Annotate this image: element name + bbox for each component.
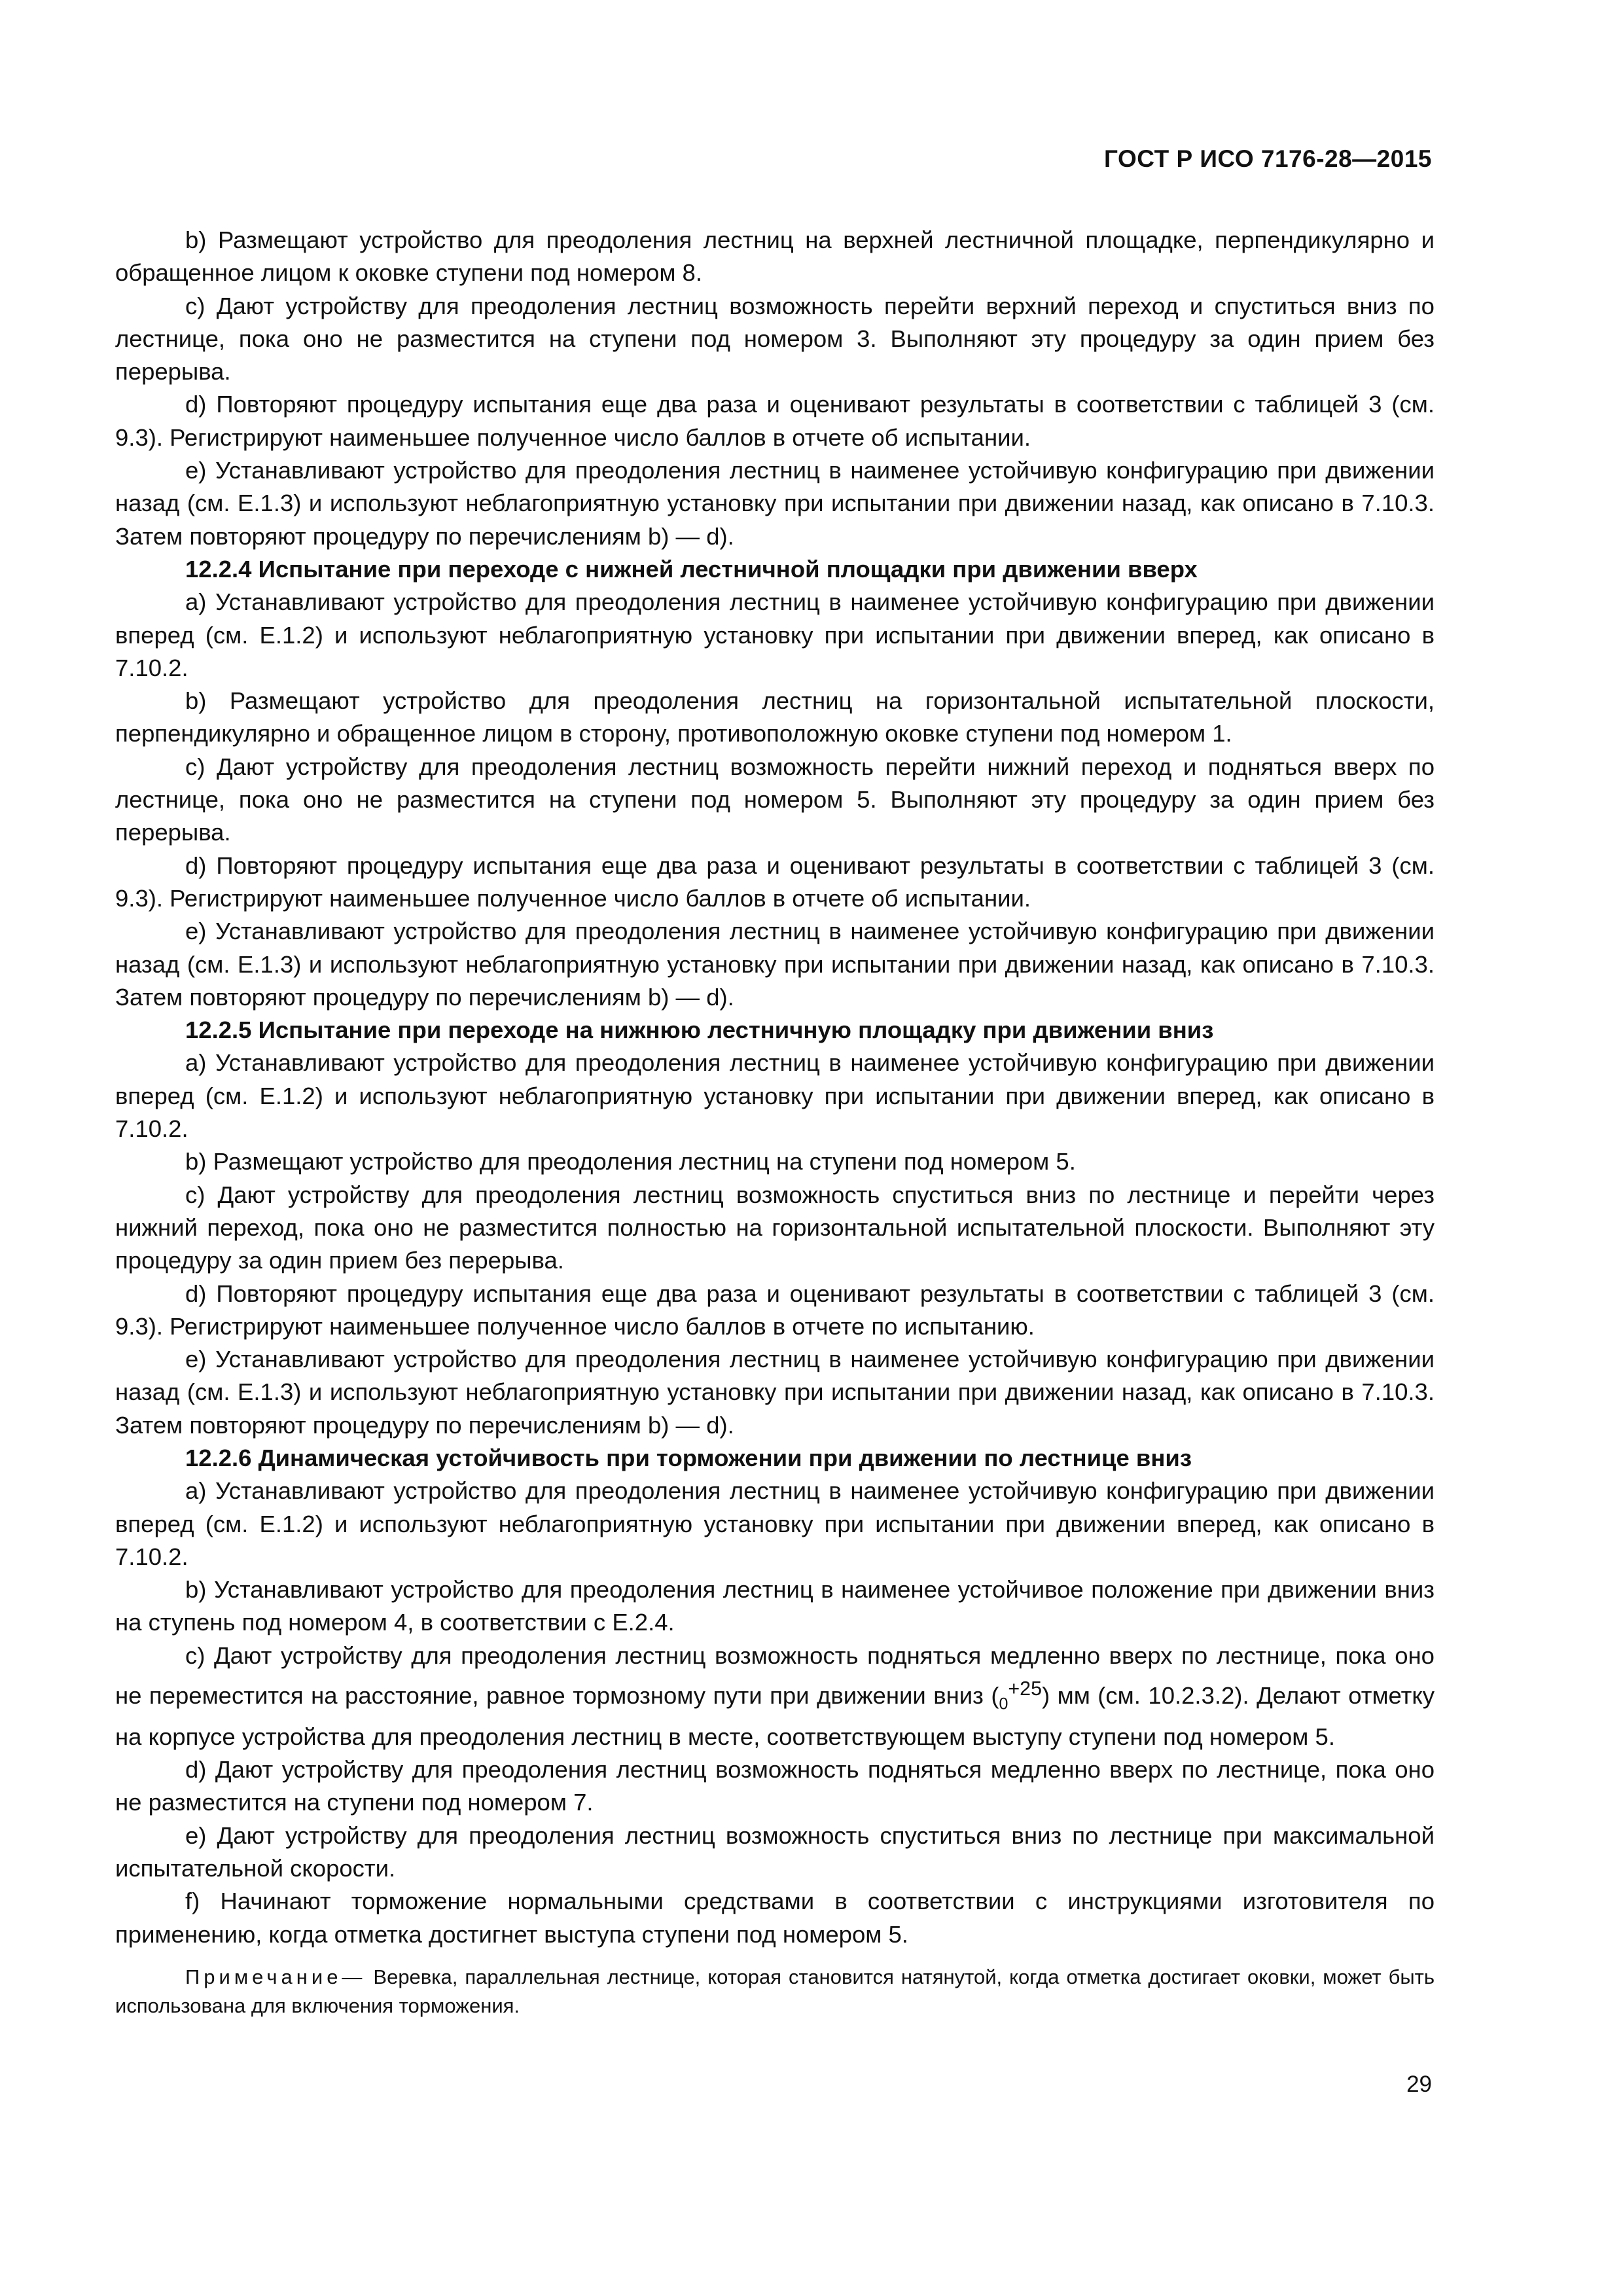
list-item-paragraph: a) Устанавливают устройство для преодоления лестниц в наименее устойчивую конфигурацию при движении вперед (см. E.1.2) и используют неблагоприятную установку при испытании при движении вперед, как описано в 7.10.2. <box>115 1477 1435 1570</box>
list-item-paragraph: b) Устанавливают устройство для преодоления лестниц в наименее устойчивое положение при движении вниз на ступень под номером 4, в соответствии с E.2.4. <box>115 1576 1435 1636</box>
list-item-paragraph: a) Устанавливают устройство для преодоления лестниц в наименее устойчивую конфигурацию при движении вперед (см. E.1.2) и используют неблагоприятную установку при испытании при движении вперед, как описано в 7.10.2. <box>115 588 1435 681</box>
list-item-paragraph: e) Дают устройству для преодоления лестниц возможность спуститься вниз по лестнице при максимальной испытательной скорости. <box>115 1821 1435 1882</box>
list-item-paragraph: e) Устанавливают устройство для преодоления лестниц в наименее устойчивую конфигурацию при движении назад (см. E.1.3) и используют неблагоприятную установку при испытании при движении назад, как описано в 7.10.3. Затем повторяют процедуру по перечислениям b) — d). <box>115 1346 1435 1439</box>
list-item-paragraph <box>115 1640 1435 1753</box>
paragraph-text: c) Дают устройству для преодоления лестниц возможность подняться медленно вверх по лестнице, пока оно не переместится на расстояние, равное тормозному пути при движении вниз ( <box>115 1641 1435 1710</box>
list-item-paragraph: d) Повторяют процедуру испытания еще два раза и оценивают результаты в соответствии с таблицей 3 (см. 9.3). Регистрируют наименьшее полученное число баллов в отчете об испытании. <box>115 391 1435 451</box>
list-item-paragraph: e) Устанавливают устройство для преодоления лестниц в наименее устойчивую конфигурацию при движении назад (см. E.1.3) и используют неблагоприятную установку при испытании при движении назад, как описано в 7.10.3. Затем повторяют процедуру по перечислениям b) — d). <box>115 918 1435 1011</box>
list-item-paragraph: d) Дают устройству для преодоления лестниц возможность подняться медленно вверх по лестнице, пока оно не разместится на ступени под номером 7. <box>115 1756 1435 1816</box>
list-item-paragraph: d) Повторяют процедуру испытания еще два раза и оценивают результаты в соответствии с таблицей 3 (см. 9.3). Регистрируют наименьшее полученное число баллов в отчете по испытанию. <box>115 1280 1435 1340</box>
list-item-paragraph: b) Размещают устройство для преодоления лестниц на верхней лестничной площадке, перпендикулярно и обращенное лицом к оковке ступени под номером 8. <box>115 226 1435 287</box>
note-label: Примечание— <box>185 1965 366 1988</box>
page-number: 29 <box>1406 2072 1432 2097</box>
section-heading: 12.2.6 Динамическая устойчивость при торможении при движении по лестнице вниз <box>185 1444 1192 1471</box>
tolerance-value <box>999 1677 1042 1713</box>
list-item-paragraph: b) Размещают устройство для преодоления лестниц на горизонтальной испытательной плоскости, перпендикулярно и обращенное лицом в сторону, противоположную оковке ступени под номером 1. <box>115 687 1435 747</box>
list-item-paragraph: c) Дают устройству для преодоления лестниц возможность спуститься вниз по лестнице и перейти через нижний переход, пока оно не разместится полностью на горизонтальной испытательной плоскости. Выполняют эту процедуру за один прием без перерыва. <box>115 1181 1435 1274</box>
tolerance-lower: 0 <box>999 1695 1008 1713</box>
document-body <box>115 224 1435 2020</box>
list-item-paragraph: d) Повторяют процедуру испытания еще два раза и оценивают результаты в соответствии с таблицей 3 (см. 9.3). Регистрируют наименьшее полученное число баллов в отчете об испытании. <box>115 852 1435 912</box>
list-item-paragraph: a) Устанавливают устройство для преодоления лестниц в наименее устойчивую конфигурацию при движении вперед (см. E.1.2) и используют неблагоприятную установку при испытании при движении вперед, как описано в 7.10.2. <box>115 1049 1435 1143</box>
list-item-paragraph: e) Устанавливают устройство для преодоления лестниц в наименее устойчивую конфигурацию при движении назад (см. E.1.3) и используют неблагоприятную установку при испытании при движении назад, как описано в 7.10.3. Затем повторяют процедуру по перечислениям b) — d). <box>115 457 1435 550</box>
list-item-paragraph: c) Дают устройству для преодоления лестниц возможность перейти нижний переход и подняться вверх по лестнице, пока оно не разместится на ступени под номером 5. Выполняют эту процедуру за один прием без перерыва. <box>115 753 1435 846</box>
section-heading: 12.2.4 Испытание при переходе с нижней лестничной площадки при движении вверх <box>185 555 1198 583</box>
paragraph-text: ) мм (см. 10.2.3.2). Делают отметку на корпусе устройства для преодоления лестниц в месте, соответствующем выступу ступени под номером 5. <box>115 1682 1435 1750</box>
note-paragraph <box>115 1963 1435 2020</box>
document-code-header: ГОСТ Р ИСО 7176-28—2015 <box>1104 145 1432 172</box>
tolerance-upper: +25 <box>1008 1677 1042 1700</box>
note-text: Веревка, параллельная лестнице, которая становится натянутой, когда отметка достигает оковки, может быть использована для включения торможения. <box>115 1965 1435 2017</box>
list-item-paragraph: b) Размещают устройство для преодоления лестниц на ступени под номером 5. <box>185 1148 1076 1175</box>
list-item-paragraph: f) Начинают торможение нормальными средствами в соответствии с инструкциями изготовителя по применению, когда отметка достигнет выступа ступени под номером 5. <box>115 1888 1435 1948</box>
list-item-paragraph: c) Дают устройству для преодоления лестниц возможность перейти верхний переход и спуститься вниз по лестнице, пока оно не разместится на ступени под номером 3. Выполняют эту процедуру за один прием без перерыва. <box>115 292 1435 386</box>
section-heading: 12.2.5 Испытание при переходе на нижнюю лестничную площадку при движении вниз <box>185 1016 1214 1044</box>
